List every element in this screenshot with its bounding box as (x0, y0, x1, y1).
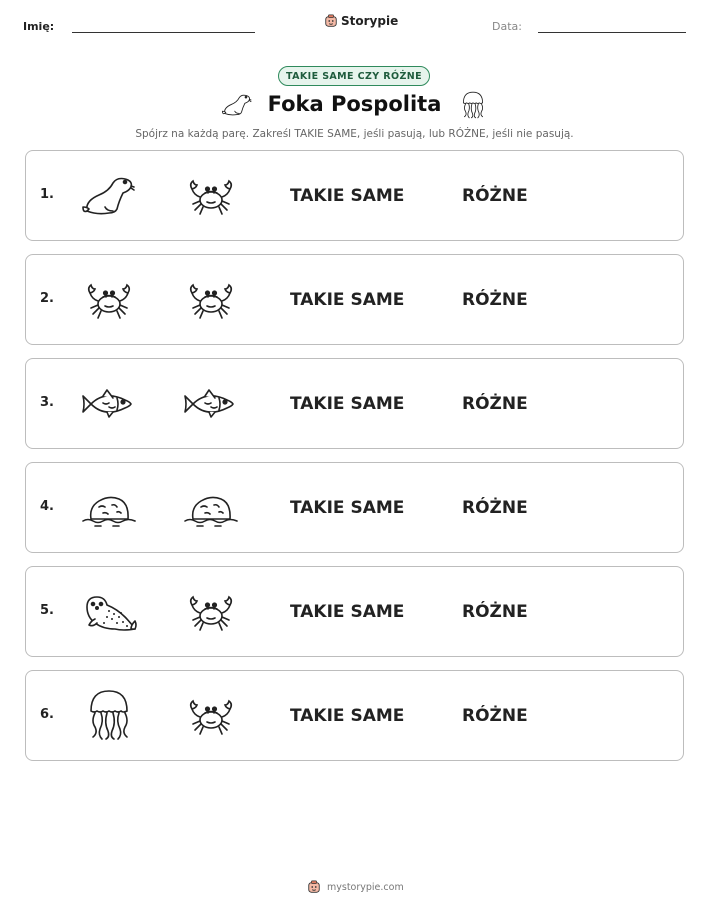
question-number: 3. (40, 395, 54, 410)
question-number: 5. (40, 603, 54, 618)
jellyfish-icon (79, 691, 139, 741)
option-different[interactable]: RÓŻNE (462, 394, 528, 414)
brand (324, 14, 398, 28)
fish-icon (79, 379, 139, 429)
option-different[interactable]: RÓŻNE (462, 186, 528, 206)
question-row (25, 462, 684, 553)
crab-icon (181, 587, 241, 637)
fish-icon (181, 379, 241, 429)
question-row (25, 566, 684, 657)
page-title: Foka Pospolita (267, 92, 442, 116)
rock-icon (181, 483, 241, 533)
storypie-logo-icon (307, 880, 321, 894)
crab-icon (181, 275, 241, 325)
option-different[interactable]: RÓŻNE (462, 706, 528, 726)
option-same[interactable]: TAKIE SAME (290, 498, 405, 518)
question-number: 6. (40, 707, 54, 722)
storypie-logo-icon (324, 14, 338, 28)
crab-icon (181, 691, 241, 741)
question-number: 4. (40, 499, 54, 514)
crab-icon (79, 275, 139, 325)
question-row (25, 254, 684, 345)
name-line[interactable] (72, 32, 255, 33)
footer (307, 880, 404, 894)
brand-name: Storypie (341, 14, 399, 28)
crab-icon (181, 171, 241, 221)
name-label: Imię: (23, 20, 55, 33)
option-same[interactable]: TAKIE SAME (290, 186, 405, 206)
option-different[interactable]: RÓŻNE (462, 290, 528, 310)
footer-url[interactable]: mystorypie.com (327, 881, 404, 893)
question-row (25, 150, 684, 241)
option-different[interactable]: RÓŻNE (462, 602, 528, 622)
option-same[interactable]: TAKIE SAME (290, 394, 405, 414)
option-different[interactable]: RÓŻNE (462, 498, 528, 518)
option-same[interactable]: TAKIE SAME (290, 602, 405, 622)
seal-icon (79, 171, 139, 221)
jellyfish-icon (457, 89, 489, 121)
question-row (25, 358, 684, 449)
option-same[interactable]: TAKIE SAME (290, 706, 405, 726)
question-number: 2. (40, 291, 54, 306)
date-label: Data: (492, 20, 522, 33)
rock-icon (79, 483, 139, 533)
date-line[interactable] (538, 32, 686, 33)
worksheet-type-badge: TAKIE SAME CZY RÓŻNE (278, 66, 430, 86)
question-number: 1. (40, 187, 54, 202)
question-row (25, 670, 684, 761)
instructions: Spójrz na każdą parę. Zakreśl TAKIE SAME, jeśli pasują, lub RÓŻNE, jeśli nie pasują. (135, 128, 574, 140)
option-same[interactable]: TAKIE SAME (290, 290, 405, 310)
spotted-seal-icon (79, 587, 139, 637)
